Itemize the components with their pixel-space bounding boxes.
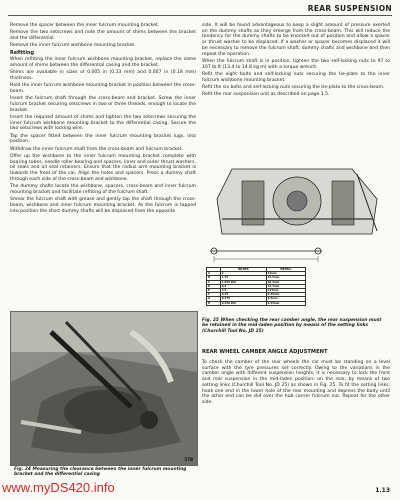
page-number: 1.13	[375, 487, 390, 494]
table-row: F 0.25 6.35mm	[207, 293, 306, 297]
paragraph: Remove the inner fulcrum wishbone mounting bracket.	[10, 43, 136, 49]
paragraph: Withdraw the inner fulcrum shaft from the cross-beam and fulcrum bracket.	[10, 146, 183, 152]
setting-link-dimension-table	[206, 267, 306, 306]
paragraph: Shims are available in sizes of 0.005 in (0.13 mm) and 0.007 in (0.18 mm) thickness.	[10, 70, 196, 81]
paragraph: Remove the spacer between the inner fulcrum mounting bracket.	[10, 23, 160, 28]
right-column	[202, 23, 390, 99]
table-header: INCHES	[220, 268, 266, 272]
table-row: H 0.250 DIA 6.35mm	[207, 301, 306, 305]
paragraph: Insert the fulcrum shaft through the cross-beam and bracket. Screw the inner fulcrum bracket securing setscrews in two or three threads, enough to locate the bracket.	[10, 96, 196, 113]
paragraph: Remove the two setscrews and note the amount of shims between the bracket and the differential.	[10, 30, 196, 41]
paragraph: Hold the inner fulcrum wishbone mounting bracket in position between the cross-beam.	[10, 83, 197, 94]
paragraph: Insert the required amount of shims and tighten the two setscrews securing the inner fulcrum wishbone mounting bracket to the differential casing. Secure the two setscrews with locking wire.	[10, 115, 196, 132]
figure-24-photo	[10, 311, 198, 466]
paragraph: side. It will be found advantageous to keep a slight amount of pressure exerted on the dummy shafts as they emerge from the cross-beam. This will reduce the tendency for the dummy shafts to be knocked out of position and allow a spacer or thrust washer to be displaced. If a washer or spacer becomes displaced it will be necessary to remove the fulcrum shaft, dummy shafts and wishbone and then repeat the operation.	[202, 23, 390, 57]
table-row: C 1.825 DIA 46.4mm	[207, 280, 306, 284]
paragraph: The dummy shafts locate the wishbone, spacers, cross-beam and inner fulcrum mounting bracket and facilitate refitting of the fulcrum shaft.	[10, 184, 196, 195]
camber-section-heading: REAR WHEEL CAMBER ANGLE ADJUSTMENT	[202, 349, 328, 355]
figure-24-caption: Fig. 24 Measuring the clearance between the inner fulcrum mounting bracket and the differential casing	[14, 467, 187, 478]
paragraph: When the fulcrum shaft is in position, tighten the two self-locking nuts to 97 to 107 lb ft (13.4 to 14.8 kg m) with a torque wrench.	[202, 58, 390, 70]
paragraph: Smear the fulcrum shaft with grease and gently tap the shaft through the cross-beam, wishbone and inner fulcrum mounting bracket. As the fulcrum is tapped into position the short dummy shafts will be displaced from the opposite	[10, 197, 196, 214]
workshop-photo-illustration	[11, 312, 197, 465]
table-row: D 0.5 12.7mm	[207, 284, 306, 288]
figure-24-mark: 57B	[184, 457, 193, 462]
figure-25-caption: Fig. 25 When checking the rear camber angle, the rear suspension must be retained in the mid-laden position by means of the setting links (Churchill Tool No. JD 25)	[202, 318, 382, 334]
paragraph: Refit the rear suspension unit as described on page 1.5.	[202, 92, 330, 98]
paragraph: To check the camber of the rear wheels the car must be standing on a level surface with the tyre pressures set correctly. Owing to the variations in the camber angle with different suspension heights, it is necessary to lock the front and rear suspension in the mid-laden position: on the rear, by means of two setting links (Churchill Tool No. JD 25) as shown in Fig. 25. To fit the setting links, hook one end in the lower hole of the rear mounting and depress the body until the other end can be slid over the hub carrier fulcrum nut. Repeat for the other side.	[202, 360, 390, 405]
paragraph: Offer up the wishbone to the inner fulcrum mounting bracket complete with bearing tubes, needle roller bearing and spacers, inner and outer thrust washers, oil seals and oil seal retainers. Ensure that the radius arm mounting bracket is towards the front of the car. Align the holes and spacers. Press a dummy shaft through each side of the cross-beam and wishbone.	[10, 154, 196, 182]
table-row: G 0.375 9.5mm	[207, 297, 306, 301]
table-row: A 2 51mm	[207, 272, 306, 276]
paragraph: Refit the eight bolts and self-locking nuts securing the tie-plate to the inner fulcrum wishbone mounting bracket.	[202, 71, 390, 83]
refitting-heading: Refitting	[10, 49, 35, 56]
table-header: METRIC	[266, 268, 305, 272]
paragraph: When refitting the inner fulcrum wishbone mounting bracket, replace the same amount of shims between the differential casing and the bracket.	[10, 57, 196, 68]
header-rule	[8, 15, 392, 16]
running-header: REAR SUSPENSION	[307, 4, 392, 13]
table-row: E 4.5 114mm	[207, 289, 306, 293]
table-row: B 1.75 44.5mm	[207, 276, 306, 280]
paragraph: Refit the six bolts and self-locking nuts securing the tie-plate to the cross-beam.	[202, 84, 385, 90]
watermark-url: www.myDS420.info	[2, 480, 115, 495]
figure-25-illustration	[202, 159, 390, 315]
camber-section-body	[202, 360, 390, 407]
left-column	[10, 23, 196, 216]
paragraph: Tap the spacer fitted between the inner fulcrum mounting bracket lugs, into position.	[10, 133, 196, 145]
